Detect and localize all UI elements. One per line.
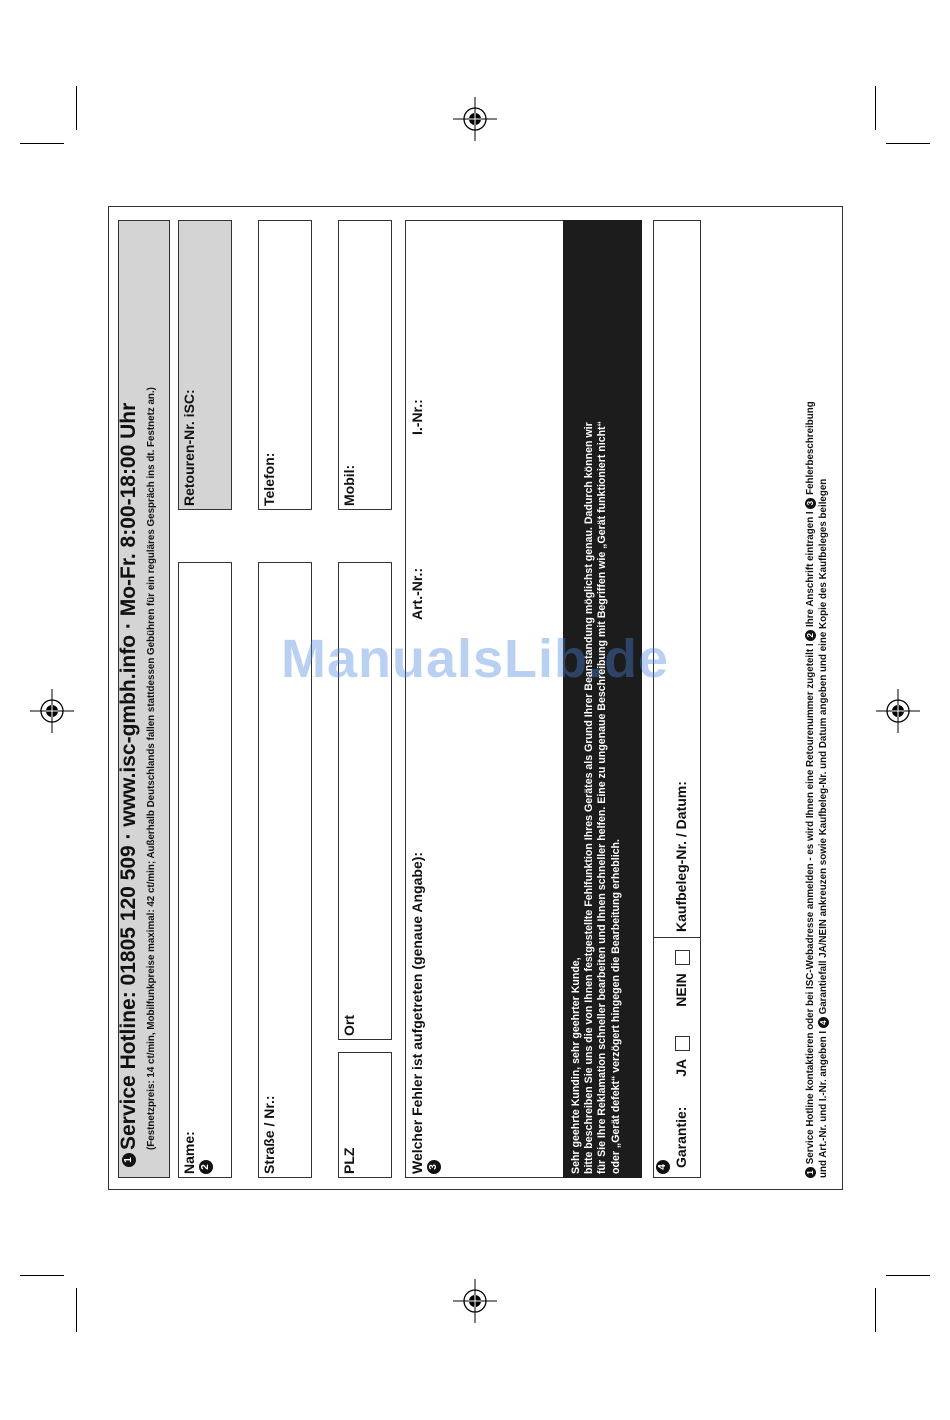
notice-line: Sehr geehrte Kundin, sehr geehrter Kunde, (570, 957, 582, 1174)
registration-mark-icon (876, 689, 920, 733)
badge-2: 2 (199, 1160, 213, 1174)
notice-line: oder „Gerät defekt“ verzögert hingegen die Bearbeitung erheblich. (609, 839, 622, 1174)
instructions-line-2: und Art.-Nr. und I.-Nr. angeben I 4 Garantiefall JA/NEIN ankreuzen sowie Kaufbeleg-Nr. und Datum angeben und eine Kopie des Kaufbeleges beilegen (817, 478, 829, 1178)
registration-mark-icon (453, 97, 497, 141)
street-label: Straße / Nr.: (261, 1095, 277, 1174)
ja-label: JA (673, 1059, 689, 1077)
crop-mark (20, 143, 64, 144)
crop-mark (76, 1288, 77, 1332)
hotline-title: Service Hotline: 01805 120 509 · www.isc-gmbh.info · Mo-Fr. 8:00-18:00 Uhr (117, 402, 140, 1150)
name-label: Name: (181, 1131, 197, 1174)
crop-mark (886, 143, 930, 144)
registration-mark-icon (453, 1279, 497, 1323)
service-form (108, 206, 843, 1190)
notice-line: für Sie Ihre Reklamation schneller bearbeiten und Ihnen schneller helfen. Eine zu ungenaue Beschreibung mit Begriffen wie „Gerät funktioniert nicht“ (596, 421, 609, 1174)
warranty-row (673, 950, 690, 1168)
crop-mark (875, 86, 876, 130)
fault-question: Welcher Fehler ist aufgetreten (genaue Angabe): (409, 851, 425, 1174)
crop-mark (20, 1275, 64, 1276)
registration-mark-icon (30, 689, 74, 733)
nein-label: NEIN (673, 973, 689, 1007)
crop-mark (875, 1288, 876, 1332)
i-nr-label: I.-Nr.: (409, 399, 425, 435)
crop-mark (76, 86, 77, 130)
instructions (805, 213, 830, 1178)
badge-1-small: 1 (805, 1167, 816, 1178)
badge-2-small: 2 (805, 630, 816, 641)
plz-label: PLZ (341, 1147, 357, 1174)
notice-line: bitte beschreiben Sie uns die von Ihnen festgestellte Fehlfunktion Ihres Gerätes als Grund Ihrer Beanstandung möglichst genau. Dadurch können wir (583, 422, 596, 1174)
crop-mark (886, 1275, 930, 1276)
watermark: ManualsLib.de (280, 629, 670, 689)
badge-1: 1 (122, 1153, 136, 1167)
warranty-divider (653, 937, 701, 938)
hotline-subtitle: (Festnetzpreis: 14 ct/min, Mobilfunkpreise maximal: 42 ct/min; Außerhalb Deutschlands fallen stattdessen Gebühren für ein reguläres Gespräch ins dt. Festnetz an.) (146, 387, 157, 1150)
receipt-label: Kaufbeleg-Nr. / Datum: (673, 781, 689, 932)
badge-4-small: 4 (818, 1017, 829, 1028)
mobil-label: Mobil: (341, 464, 357, 506)
nein-checkbox[interactable] (675, 950, 690, 965)
retouren-label: Retouren-Nr. iSC: (181, 389, 197, 506)
fault-notice (563, 220, 642, 1178)
ja-checkbox[interactable] (675, 1036, 690, 1051)
ort-label: Ort (341, 1015, 357, 1036)
art-nr-label: Art.-Nr.: (409, 567, 425, 620)
badge-3-small: 3 (805, 498, 816, 509)
garantie-label: Garantie: (673, 1106, 689, 1168)
instructions-line-1: 1 Service Hotline kontaktieren oder bei ISC-Webadresse anmelden - es wird Ihnen eine Retourenummer zugeteilt I 2 Ihre Anschrift eintragen I 3 Fehlerbeschreibung (805, 213, 818, 1178)
badge-3: 3 (427, 1160, 441, 1174)
telefon-label: Telefon: (261, 452, 277, 506)
badge-4: 4 (656, 1160, 670, 1174)
